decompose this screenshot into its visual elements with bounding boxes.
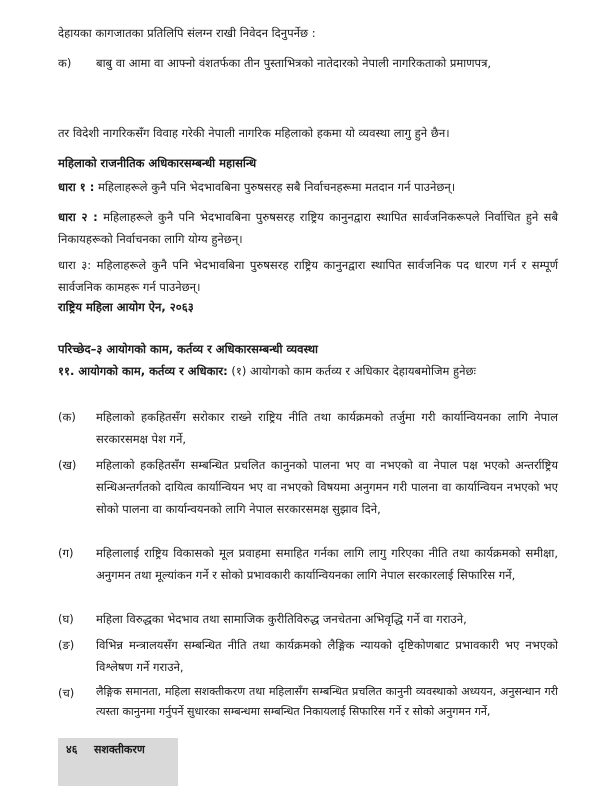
intro-text: देहायका कागजातका प्रतिलिपि संलग्न राखी निवेदन दिनुपर्नेछ : <box>58 26 316 40</box>
chapter-heading: परिच्छेद–३ आयोगको काम, कर्तव्य र अधिकारसम्बन्धी व्यवस्था <box>58 342 319 356</box>
item-label: (घ) <box>58 612 74 626</box>
section-11-label: ११. आयोगको काम, कर्तव्य र अधिकार: <box>58 364 228 378</box>
item-text: लैङ्गिक समानता, महिला सशक्तीकरण तथा महिलासँग सम्बन्धित प्रचलित कानुनी व्यवस्थाको अध्ययन, अनुसन्धान गरी त्यस्ता कानुनमा गर्नुपर्ने सुधारका सम्बन्धमा सम्बन्धित निकायलाई सिफारिस गर्ने र सोको अनुगमन गर्ने, <box>96 685 558 718</box>
article-1-text: महिलाहरूले कुनै पनि भेदभावबिना पुरुषसरह सबै निर्वाचनहरूमा मतदान गर्न पाउनेछन्। <box>97 180 456 194</box>
item-label: (ङ) <box>58 638 75 652</box>
note-text: तर विदेशी नागरिकसँग विवाह गरेकी नेपाली नागरिक महिलाको हकमा यो व्यवस्था लागु हुने छैन। <box>58 126 450 140</box>
article-1 <box>58 176 558 198</box>
article-2-label: धारा २ : <box>58 210 98 224</box>
article-3 <box>58 254 558 298</box>
item-label: (क) <box>58 410 76 424</box>
item-label: (ख) <box>58 458 77 472</box>
item-text: महिलालाई राष्ट्रिय विकासको मूल प्रवाहमा समाहित गर्नका लागि लागु गरिएका नीति तथा कार्यक्रमको समीक्षा, अनुगमन तथा मूल्यांकन गर्ने र सोको प्रभावकारी कार्यान्वियनका लागि नेपाल सरकारलाई सिफारिस गर्ने, <box>96 546 558 582</box>
item-text: महिला विरुद्धका भेदभाव तथा सामाजिक कुरीतिविरुद्ध जनचेतना अभिवृद्धि गर्ने वा गराउने, <box>96 612 467 626</box>
act-heading: राष्ट्रिय महिला आयोग ऐन, २०६३ <box>58 300 194 314</box>
article-1-label: धारा १ : <box>58 180 95 194</box>
convention-heading: महिलाको राजनीतिक अधिकारसम्बन्धी महासन्धि <box>58 156 257 170</box>
article-3-text: महिलाहरूले कुनै पनि भेदभावबिना पुरुषसरह राष्ट्रिय कानुनद्वारा स्थापित सार्वजनिक पद धारण गर्न र सम्पूर्ण सार्वजनिक कामहरू गर्न पाउनेछन्। <box>58 258 559 294</box>
section-11 <box>58 360 558 382</box>
item-label: (ग) <box>58 546 74 560</box>
page-number: ४६ <box>66 743 78 756</box>
section-11-text: (१) आयोगको काम कर्तव्य र अधिकार देहायबमोजिम हुनेछः <box>231 364 476 378</box>
running-footer-title: सशक्तीकरण <box>94 743 145 756</box>
item-text: विभिन्न मन्त्रालयसँग सम्बन्धित नीति तथा कार्यक्रमको लैङ्गिक न्यायको दृष्टिकोणबाट प्रभावकारी भए नभएको विश्लेषण गर्ने गराउने, <box>96 638 558 674</box>
item-text: महिलाको हकहितसँग सम्बन्धित प्रचलित कानुनको पालना भए वा नभएको वा नेपाल पक्ष भएको अन्तर्राष्ट्रिय सन्धिअन्तर्गतको दायित्व कार्यान्वियन भए वा नभएको विषयमा अनुगमन गरी पालना वा कार्यान्वियन नभएको भए सोको पालना वा कार्यान्वयनको लागि नेपाल सरकारसमक्ष सुझाव दिने, <box>96 458 558 516</box>
item-text: महिलाको हकहितसँग सरोकार राख्ने राष्ट्रिय नीति तथा कार्यक्रमको तर्जुमा गरी कार्यान्वियनका लागि नेपाल सरकारसमक्ष पेश गर्ने, <box>96 410 558 446</box>
article-2-text: महिलाहरूले कुनै पनि भेदभावबिना पुरुषसरह राष्ट्रिय कानुनद्वारा स्थापित सार्वजनिकरूपले निर्वाचित हुने सबै निकायहरूको निर्वाचनका लागि योग्य हुनेछन्। <box>58 210 559 246</box>
article-3-label: धारा ३: <box>58 258 92 272</box>
intro-item-label: क) <box>58 56 72 70</box>
item-label: (च) <box>58 686 75 700</box>
intro-item-text: बाबु वा आमा वा आफ्नो वंशतर्फका तीन पुस्ताभित्रको नातेदारको नेपाली नागरिकताको प्रमाणपत्र, <box>96 56 492 70</box>
article-2 <box>58 206 558 250</box>
